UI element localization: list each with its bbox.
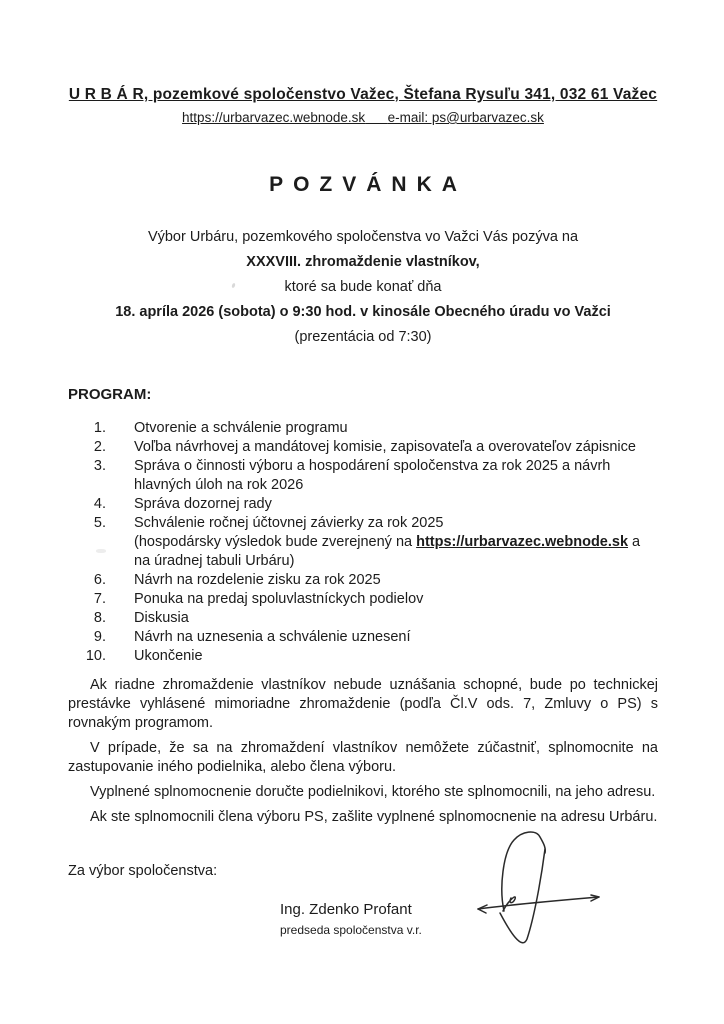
item-number: 6. xyxy=(93,572,106,588)
item-text: Návrh na rozdelenie zisku za rok 2025 xyxy=(134,572,381,588)
paragraph-quorum: Ak riadne zhromaždenie vlastníkov nebude uznášania schopné, bude po technickej prestávke vyhlásené mimoriadne zhromaždenie (podľa Čl.V ods. 7, Zmluvy o PS) s rovnakým programom. xyxy=(68,677,658,731)
intro-line-invite: Výbor Urbáru, pozemkového spoločenstva vo Važci Vás pozýva na xyxy=(147,229,579,245)
item-text: Ukončenie xyxy=(134,648,203,664)
note-suffix: a na úradnej tabuli Urbáru) xyxy=(134,534,641,569)
paragraph-proxy-mail: Ak ste splnomocnili člena výboru PS, zašlite vyplnené splnomocnenie na adresu Urbáru. xyxy=(90,809,658,825)
item-number: 10. xyxy=(85,648,106,664)
handwritten-signature xyxy=(464,818,616,958)
item-text: Otvorenie a schválenie programu xyxy=(134,420,348,436)
program-item xyxy=(68,419,658,438)
program-list xyxy=(68,419,658,666)
program-item xyxy=(68,590,658,609)
note-prefix: (hospodársky výsledok bude zverejnený na xyxy=(134,534,417,550)
paragraph-proxy-delivery: Vyplnené splnomocnenie doručte podielnikovi, ktorého ste splnomocnili, na jeho adresu. xyxy=(90,784,656,800)
closing-paragraphs xyxy=(68,676,658,827)
intro-line-assembly: XXXVIII. zhromaždenie vlastníkov, xyxy=(246,254,480,270)
signer-name: Ing. Zdenko Profant xyxy=(280,901,412,918)
item-text: Voľba návrhovej a mandátovej komisie, zapisovateľa a overovateľov zápisnice xyxy=(134,439,636,455)
invitation-intro xyxy=(68,225,658,350)
scan-speck xyxy=(96,549,106,553)
item-number: 7. xyxy=(93,591,106,607)
item-number: 4. xyxy=(93,496,106,512)
signer-title: predseda spoločenstva v.r. xyxy=(280,923,422,937)
item-number: 9. xyxy=(93,629,106,645)
program-item xyxy=(68,438,658,457)
item-number: 5. xyxy=(93,515,106,531)
intro-line-held-on: ktoré sa bude konať dňa xyxy=(284,279,442,295)
item-text: Diskusia xyxy=(134,610,189,626)
program-item xyxy=(68,495,658,514)
program-item xyxy=(68,628,658,647)
header-contacts xyxy=(68,110,658,125)
program-item xyxy=(68,514,658,571)
for-committee-line: Za výbor spoločenstva: xyxy=(68,863,218,879)
intro-line-registration: (prezentácia od 7:30) xyxy=(294,329,432,345)
item-text: Ponuka na predaj spoluvlastníckych podielov xyxy=(134,591,424,607)
website-url: https://urbarvazec.webnode.sk xyxy=(182,110,366,125)
item-number: 2. xyxy=(93,439,106,455)
item-text: Návrh na uznesenia a schválenie uznesení xyxy=(134,629,411,645)
program-item xyxy=(68,571,658,590)
program-item xyxy=(68,457,658,495)
header-gap xyxy=(365,110,388,125)
intro-line-date-venue: 18. apríla 2026 (sobota) o 9:30 hod. v kinosále Obecného úradu vo Važci xyxy=(115,304,611,320)
item-text-main: Schválenie ročnej účtovnej závierky za rok 2025 xyxy=(134,515,444,531)
email-address: e-mail: ps@urbarvazec.sk xyxy=(387,110,544,125)
item-text xyxy=(134,514,658,571)
item-note xyxy=(134,533,658,571)
item-number: 8. xyxy=(93,610,106,626)
item-number: 3. xyxy=(93,458,106,474)
item-text: Správa dozornej rady xyxy=(134,496,272,512)
note-website-url: https://urbarvazec.webnode.sk xyxy=(416,534,629,550)
program-item xyxy=(68,647,658,666)
item-text: Správa o činnosti výboru a hospodárení spoločenstva za rok 2025 a návrh hlavných úloh na rok 2026 xyxy=(134,458,611,493)
program-heading: PROGRAM: xyxy=(68,386,152,403)
organization-header: U R B Á R, pozemkové spoločenstvo Važec, Štefana Rysuľu 341, 032 61 Važec xyxy=(68,86,658,103)
item-number: 1. xyxy=(93,420,106,436)
document-title: POZVÁNKA xyxy=(269,173,467,196)
paragraph-proxy: V prípade, že sa na zhromaždení vlastníkov nemôžete zúčastniť, splnomocnite na zastupovanie iného podielnika, alebo člena výboru. xyxy=(68,740,658,775)
program-item xyxy=(68,609,658,628)
